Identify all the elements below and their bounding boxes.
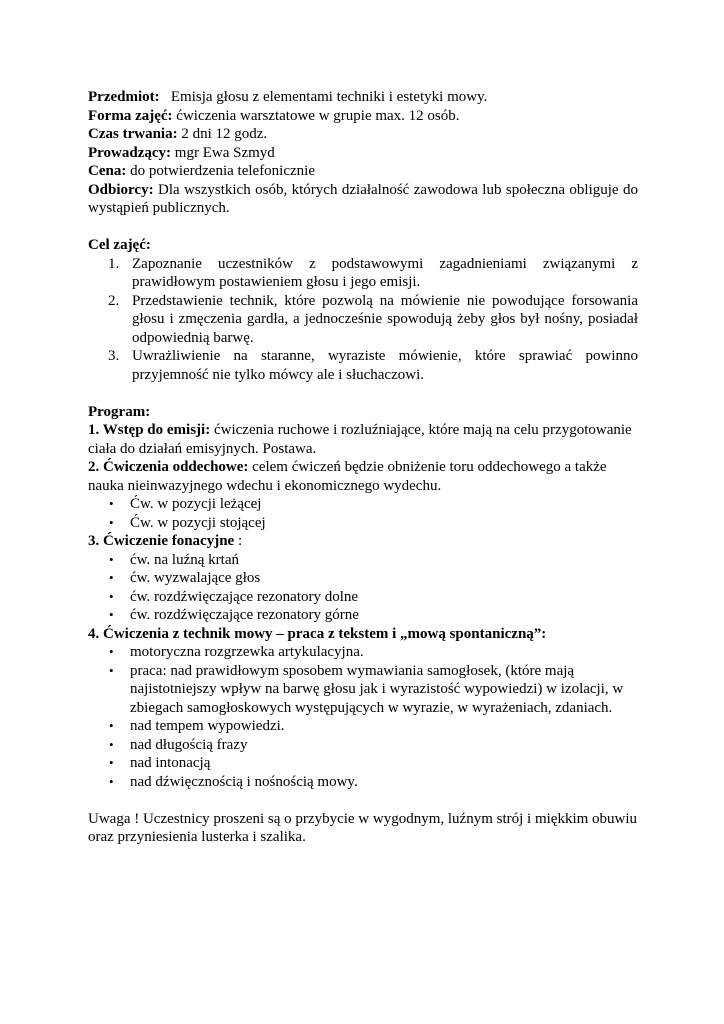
goal-text: Uwrażliwienie na staranne, wyraziste mówienie, które sprawiać powinno przyjemność nie tylko mówcy ale i słuchaczowi.: [132, 348, 638, 383]
czas-value: 2 dni 12 godz.: [181, 126, 268, 142]
bullet-icon: •: [109, 662, 114, 678]
cena-label: Cena:: [88, 163, 127, 179]
section-3-suffix: :: [234, 533, 243, 549]
bullet-icon: •: [109, 570, 114, 585]
list-item-text: ćw. na luźną krtań: [130, 551, 239, 568]
bullet-icon: •: [109, 773, 114, 789]
goals-list: [88, 255, 638, 385]
goal-text: Zapoznanie uczestników z podstawowymi zagadnieniami związanymi z prawidłowym postawieniem głosu i jego emisji.: [132, 255, 638, 290]
list-item: [88, 773, 638, 792]
list-item: [88, 588, 638, 607]
program-section-2: [88, 458, 638, 495]
list-item-text: nad dźwięcznością i nośnością mowy.: [130, 773, 358, 790]
bullet-icon: •: [109, 644, 114, 659]
list-item: [88, 736, 638, 755]
list-item-text: nad intonacją: [130, 755, 211, 771]
list-item-text: ćw. rozdźwięczające rezonatory dolne: [130, 588, 359, 605]
program-section-3: [88, 532, 638, 551]
list-item-text: Ćw. w pozycji stojącej: [130, 514, 266, 531]
section-1-text: ćwiczenia ruchowe i rozluźniające, które mają na celu przygotowanie ciała do działań emisyjnych. Postawa.: [88, 422, 632, 457]
list-item-text: nad długością frazy: [130, 736, 248, 753]
program-section-4: [88, 625, 638, 644]
section-3-list: [88, 551, 638, 625]
cena-value: do potwierdzenia telefonicznie: [130, 163, 315, 179]
list-item-text: ćw. rozdźwięczające rezonatory górne: [130, 607, 359, 623]
goal-text: Przedstawienie technik, które pozwolą na mówienie nie powodujące forsowania głosu i zmęczenia gardła, a jednocześnie spowodują żeby głos był nośny, posiadał odpowiednią barwę.: [132, 292, 638, 346]
forma-label: Forma zajęć:: [88, 107, 173, 124]
program-heading: [88, 403, 638, 422]
list-item-text: nad tempem wypowiedzi.: [130, 718, 285, 734]
section-2-list: [88, 495, 638, 532]
bullet-icon: •: [109, 551, 114, 567]
list-item: [88, 569, 638, 588]
section-2-title: 2. Ćwiczenia oddechowe:: [88, 459, 249, 475]
odbiorcy-line: [88, 181, 638, 218]
document-page: [88, 88, 638, 847]
section-1-title: 1. Wstęp do emisji:: [88, 422, 211, 438]
prowadzacy-value: mgr Ewa Szmyd: [174, 144, 275, 161]
czas-label: Czas trwania:: [88, 126, 178, 142]
list-item-text: motoryczna rozgrzewka artykulacyjna.: [130, 644, 364, 660]
prowadzacy-label: Prowadzący:: [88, 144, 172, 161]
list-item: [88, 514, 638, 533]
list-item: [88, 347, 638, 384]
section-2-text: celem ćwiczeń będzie obniżenie toru oddechowego a także nauka nieinwazyjnego wdechu i ekonomicznego wydechu.: [88, 459, 607, 494]
note-paragraph: Uwaga ! Uczestnicy proszeni są o przybycie w wygodnym, luźnym strój i miękkim obuwiu oraz przyniesienia lusterka i szalika.: [88, 810, 638, 845]
list-item: [88, 754, 638, 773]
list-item-text: Ćw. w pozycji leżącej: [130, 496, 262, 512]
goals-heading-text: Cel zajęć:: [88, 237, 151, 253]
prowadzacy-line: [88, 144, 638, 163]
forma-line: [88, 107, 638, 126]
przedmiot-line: [88, 88, 638, 107]
program-section-1: [88, 421, 638, 458]
goal-number: 2.: [108, 292, 120, 309]
bullet-icon: •: [109, 718, 114, 733]
goal-number: 1.: [108, 255, 120, 272]
list-item: [88, 255, 638, 292]
goals-heading: [88, 236, 638, 255]
odbiorcy-value: Dla wszystkich osób, których działalność zawodowa lub społeczna obliguje do wystąpień publicznych.: [88, 181, 639, 216]
bullet-icon: •: [109, 607, 114, 622]
czas-line: [88, 125, 638, 144]
list-item: [88, 717, 638, 736]
list-item-text: ćw. wyzwalające głos: [130, 570, 261, 586]
forma-value: ćwiczenia warsztatowe w grupie max. 12 osób.: [176, 107, 460, 124]
list-item: [88, 292, 638, 348]
section-4-list: [88, 643, 638, 791]
section-3-title: 3. Ćwiczenie fonacyjne: [88, 533, 235, 549]
odbiorcy-label: Odbiorcy:: [88, 181, 154, 198]
bullet-icon: •: [109, 514, 114, 530]
list-item: [88, 662, 638, 718]
program-heading-text: Program:: [88, 403, 151, 420]
list-item: [88, 551, 638, 570]
bullet-icon: •: [109, 588, 114, 604]
list-item: [88, 606, 638, 625]
list-item: [88, 495, 638, 514]
section-4-title: 4. Ćwiczenia z technik mowy – praca z tekstem i „mową spontaniczną”:: [88, 625, 547, 642]
przedmiot-label: Przedmiot:: [88, 89, 160, 105]
list-item-text: praca: nad prawidłowym sposobem wymawiania samogłosek, (które mają najistotniejszy wpływ na barwę głosu jak i wyrazistość wypowiedzi) w izolacji, w zbiegach samogłoskowych występujących w wyrazie, w wyrażeniach, zdaniach.: [130, 662, 624, 716]
goal-number: 3.: [108, 348, 120, 364]
bullet-icon: •: [109, 755, 114, 770]
cena-line: [88, 162, 638, 181]
list-item: [88, 643, 638, 662]
bullet-icon: •: [109, 736, 114, 752]
przedmiot-value: Emisja głosu z elementami techniki i estetyki mowy.: [170, 89, 488, 105]
bullet-icon: •: [109, 496, 114, 511]
